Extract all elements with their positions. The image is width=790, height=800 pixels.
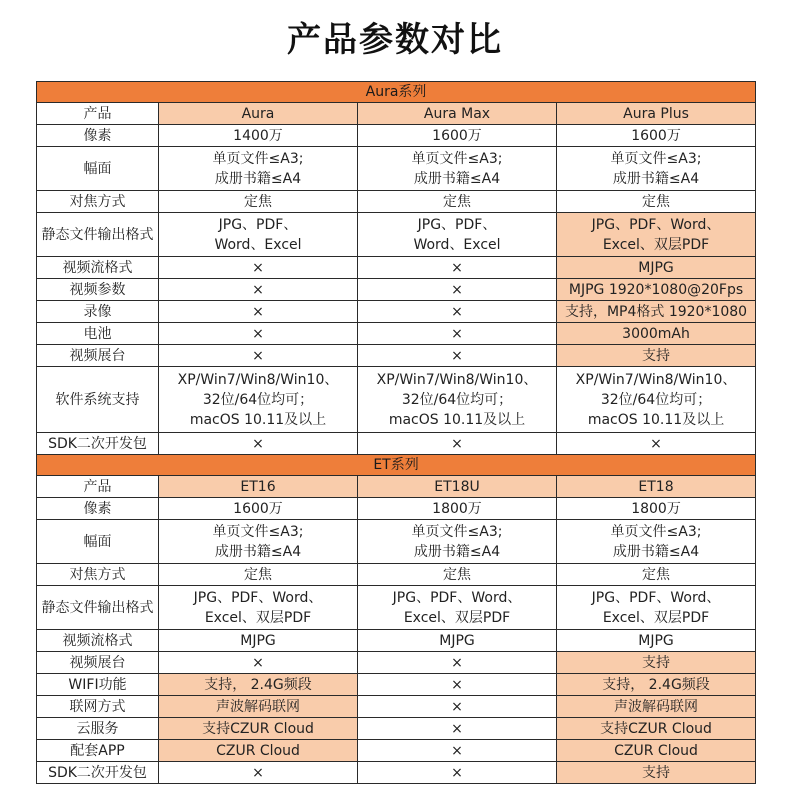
cell-line: 成册书籍≤A4	[214, 543, 302, 560]
table-cell: 1800万	[358, 498, 557, 520]
row-label: 录像	[37, 301, 159, 323]
section-header	[37, 82, 756, 103]
table-cell	[159, 213, 358, 257]
table-cell: Aura Plus	[557, 103, 756, 125]
table-cell: 1600万	[159, 498, 358, 520]
table-row	[37, 520, 756, 564]
table-cell: 支持	[557, 762, 756, 784]
table-cell: 声波解码联网	[159, 696, 358, 718]
table-cell	[159, 367, 358, 433]
table-row	[37, 652, 756, 674]
table-cell: 支持， 2.4G频段	[557, 674, 756, 696]
table-row	[37, 696, 756, 718]
table-cell: ×	[358, 257, 557, 279]
table-cell: MJPG	[358, 630, 557, 652]
table-cell	[557, 147, 756, 191]
row-label: 对焦方式	[37, 564, 159, 586]
cell-line: 32位/64位均可；	[401, 391, 513, 408]
table-cell	[159, 586, 358, 630]
table-cell: 定焦	[557, 564, 756, 586]
table-cell	[557, 586, 756, 630]
cell-line: Word、Excel	[214, 236, 302, 253]
row-label: 静态文件输出格式	[37, 213, 159, 257]
table-cell: ×	[159, 433, 358, 455]
cell-line: JPG、PDF、Word、	[591, 216, 721, 233]
table-cell: 1800万	[557, 498, 756, 520]
table-cell: ×	[159, 345, 358, 367]
row-label: 视频展台	[37, 652, 159, 674]
cell-line: 单页文件≤A3;	[610, 150, 702, 167]
table-cell: ×	[358, 696, 557, 718]
cell-line: 成册书籍≤A4	[413, 170, 501, 187]
table-cell: ×	[358, 279, 557, 301]
table-row	[37, 498, 756, 520]
table-row	[37, 323, 756, 345]
table-cell: ×	[358, 718, 557, 740]
row-label: 视频参数	[37, 279, 159, 301]
cell-line: 成册书籍≤A4	[612, 170, 700, 187]
table-cell: ×	[358, 301, 557, 323]
table-row	[37, 718, 756, 740]
row-label: 像素	[37, 125, 159, 147]
cell-line: 成册书籍≤A4	[413, 543, 501, 560]
cell-line: Excel、双层PDF	[602, 609, 710, 626]
cell-line: 单页文件≤A3;	[212, 523, 304, 540]
table-row	[37, 740, 756, 762]
cell-line: JPG、PDF、	[218, 216, 298, 233]
table-cell: 定焦	[557, 191, 756, 213]
table-row	[37, 345, 756, 367]
cell-line: macOS 10.11及以上	[587, 411, 725, 428]
table-cell	[358, 520, 557, 564]
table-cell: 1600万	[358, 125, 557, 147]
table-row	[37, 674, 756, 696]
table-cell: ×	[557, 433, 756, 455]
table-cell: 支持CZUR Cloud	[159, 718, 358, 740]
table-cell: 支持CZUR Cloud	[557, 718, 756, 740]
table-cell	[557, 213, 756, 257]
cell-line: Excel、双层PDF	[403, 609, 511, 626]
table-cell: 1400万	[159, 125, 358, 147]
cell-line: Excel、双层PDF	[602, 236, 710, 253]
table-cell: Aura	[159, 103, 358, 125]
cell-line: XP/Win7/Win8/Win10、	[575, 371, 737, 388]
table-cell: 定焦	[159, 564, 358, 586]
cell-line: 单页文件≤A3;	[411, 523, 503, 540]
row-label: 对焦方式	[37, 191, 159, 213]
page-title: 产品参数对比	[287, 20, 503, 60]
table-cell: ×	[159, 762, 358, 784]
cell-line: 单页文件≤A3;	[212, 150, 304, 167]
table-cell: 1600万	[557, 125, 756, 147]
row-label: 视频流格式	[37, 257, 159, 279]
table-cell: ×	[358, 652, 557, 674]
table-row	[37, 191, 756, 213]
table-cell: ×	[159, 257, 358, 279]
table-cell: 支持， 2.4G频段	[159, 674, 358, 696]
table-cell: ET18	[557, 476, 756, 498]
cell-line: Excel、双层PDF	[204, 609, 312, 626]
row-label: 产品	[37, 103, 159, 125]
table-cell: 定焦	[358, 564, 557, 586]
table-cell: ×	[358, 762, 557, 784]
row-label: 幅面	[37, 147, 159, 191]
section-title: ET系列	[37, 455, 756, 476]
cell-line: macOS 10.11及以上	[189, 411, 327, 428]
cell-line: XP/Win7/Win8/Win10、	[376, 371, 538, 388]
table-cell: ×	[358, 433, 557, 455]
row-label: 联网方式	[37, 696, 159, 718]
table-cell: 支持	[557, 652, 756, 674]
table-cell: ×	[358, 345, 557, 367]
table-cell: 支持	[557, 345, 756, 367]
table-row	[37, 301, 756, 323]
table-row	[37, 476, 756, 498]
table-row	[37, 147, 756, 191]
table-cell	[358, 367, 557, 433]
table-cell: 定焦	[159, 191, 358, 213]
table-cell: 3000mAh	[557, 323, 756, 345]
table-cell: MJPG	[557, 257, 756, 279]
row-label: 视频展台	[37, 345, 159, 367]
table-row	[37, 279, 756, 301]
table-cell: CZUR Cloud	[159, 740, 358, 762]
table-cell: 声波解码联网	[557, 696, 756, 718]
table-cell: CZUR Cloud	[557, 740, 756, 762]
table-row	[37, 433, 756, 455]
table-row	[37, 213, 756, 257]
table-cell	[159, 520, 358, 564]
table-cell: 定焦	[358, 191, 557, 213]
row-label: 云服务	[37, 718, 159, 740]
table-cell: ×	[358, 740, 557, 762]
row-label: 像素	[37, 498, 159, 520]
table-cell: MJPG 1920*1080@20Fps	[557, 279, 756, 301]
cell-line: XP/Win7/Win8/Win10、	[177, 371, 339, 388]
table-cell: MJPG	[557, 630, 756, 652]
table-row	[37, 564, 756, 586]
cell-line: 32位/64位均可；	[202, 391, 314, 408]
row-label: 视频流格式	[37, 630, 159, 652]
cell-line: macOS 10.11及以上	[388, 411, 526, 428]
table-row	[37, 762, 756, 784]
cell-line: 成册书籍≤A4	[612, 543, 700, 560]
table-cell: ×	[159, 301, 358, 323]
row-label: 静态文件输出格式	[37, 586, 159, 630]
cell-line: JPG、PDF、Word、	[392, 589, 522, 606]
row-label: SDK二次开发包	[37, 762, 159, 784]
table-cell: MJPG	[159, 630, 358, 652]
cell-line: 32位/64位均可；	[600, 391, 712, 408]
table-row	[37, 125, 756, 147]
table-row	[37, 367, 756, 433]
table-cell	[358, 586, 557, 630]
cell-line: JPG、PDF、	[417, 216, 497, 233]
table-row	[37, 103, 756, 125]
cell-line: 成册书籍≤A4	[214, 170, 302, 187]
table-cell: ×	[159, 323, 358, 345]
row-label: 配套APP	[37, 740, 159, 762]
cell-line: 单页文件≤A3;	[610, 523, 702, 540]
table-cell	[557, 367, 756, 433]
table-cell: ET18U	[358, 476, 557, 498]
table-cell: ET16	[159, 476, 358, 498]
section-title: Aura系列	[37, 82, 756, 103]
table-cell: Aura Max	[358, 103, 557, 125]
section-header	[37, 455, 756, 476]
table-cell	[358, 147, 557, 191]
table-row	[37, 586, 756, 630]
table-cell: ×	[358, 323, 557, 345]
row-label: SDK二次开发包	[37, 433, 159, 455]
row-label: 软件系统支持	[37, 367, 159, 433]
table-cell: 支持，MP4格式 1920*1080	[557, 301, 756, 323]
table-cell	[557, 520, 756, 564]
table-row	[37, 257, 756, 279]
cell-line: JPG、PDF、Word、	[193, 589, 323, 606]
row-label: 幅面	[37, 520, 159, 564]
table-cell: ×	[159, 279, 358, 301]
comparison-table	[36, 81, 756, 784]
row-label: 电池	[37, 323, 159, 345]
cell-line: JPG、PDF、Word、	[591, 589, 721, 606]
table-cell	[358, 213, 557, 257]
cell-line: Word、Excel	[413, 236, 501, 253]
row-label: 产品	[37, 476, 159, 498]
cell-line: 单页文件≤A3;	[411, 150, 503, 167]
table-row	[37, 630, 756, 652]
table-cell: ×	[159, 652, 358, 674]
table-cell	[159, 147, 358, 191]
table-cell: ×	[358, 674, 557, 696]
row-label: WIFI功能	[37, 674, 159, 696]
